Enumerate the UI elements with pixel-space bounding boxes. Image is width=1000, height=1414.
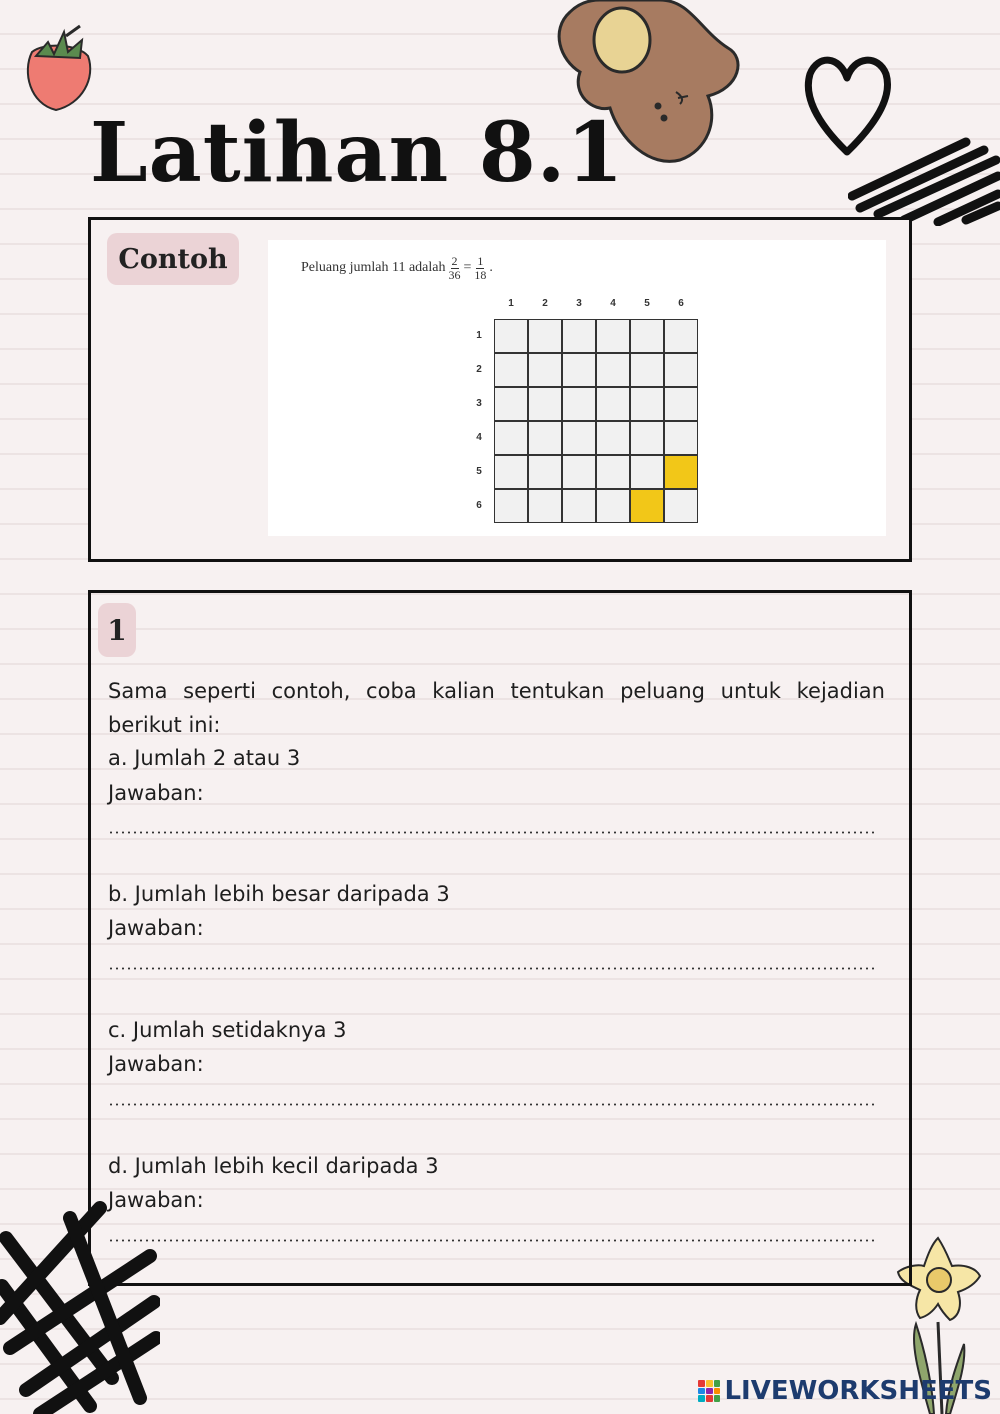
grid-cell-3-2: [528, 387, 562, 421]
grid-cell-4-3: [562, 421, 596, 455]
grid-cell-6-2: [528, 489, 562, 523]
grid-cell-3-1: [494, 387, 528, 421]
fraction-one-denominator: 36: [448, 267, 461, 282]
item-b-answer-label: Jawaban:: [108, 916, 204, 940]
grid-cell-6-4: [596, 489, 630, 523]
grid-row-label: 5: [476, 466, 482, 477]
grid-cell-5-4: [596, 455, 630, 489]
grid-cell-4-5: [630, 421, 664, 455]
grid-column-label: 3: [576, 298, 582, 309]
item-b-dotted-line: [108, 967, 878, 970]
item-a-answer-line[interactable]: [108, 810, 878, 834]
fraction-one-numerator: 2: [451, 254, 458, 268]
equals-sign: =: [463, 260, 472, 276]
fraction-one: [449, 255, 461, 281]
item-b-prompt: b. Jumlah lebih besar daripada 3: [108, 882, 450, 906]
item-c-prompt: c. Jumlah setidaknya 3: [108, 1018, 347, 1042]
grid-cell-6-1: [494, 489, 528, 523]
grid-cell-3-4: [596, 387, 630, 421]
grid-row-label: 6: [476, 500, 482, 511]
liveworksheets-logo-icon: [698, 1380, 720, 1402]
grid-cell-1-6: [664, 319, 698, 353]
item-a-dotted-line: [108, 831, 878, 834]
grid-cell-3-6: [664, 387, 698, 421]
example-statement: [301, 255, 493, 281]
strawberry-icon: [18, 22, 106, 114]
question-intro: Sama seperti contoh, coba kalian tentukan peluang untuk kejadian berikut ini:: [108, 679, 885, 737]
grid-cell-1-5: [630, 319, 664, 353]
grid-cell-5-2: [528, 455, 562, 489]
grid-row-label: 1: [476, 330, 482, 341]
item-d-dotted-line: [108, 1239, 878, 1242]
item-c-answer-label: Jawaban:: [108, 1052, 204, 1076]
item-a-prompt: a. Jumlah 2 atau 3: [108, 746, 301, 770]
grid-row-label: 4: [476, 432, 482, 443]
item-d-answer-line[interactable]: [108, 1218, 878, 1242]
grid-cell-6-5: [630, 489, 664, 523]
grid-cell-2-5: [630, 353, 664, 387]
liveworksheets-brand[interactable]: [698, 1376, 992, 1406]
grid-column-label: 5: [644, 298, 650, 309]
grid-column-label: 1: [508, 298, 514, 309]
grid-cell-2-3: [562, 353, 596, 387]
fraction-two-denominator: 18: [474, 267, 487, 282]
question-number-badge: 1: [98, 603, 136, 657]
page-title: Latihan 8.1: [90, 105, 625, 201]
grid-cell-4-4: [596, 421, 630, 455]
grid-column-label: 4: [610, 298, 616, 309]
grid-cell-6-3: [562, 489, 596, 523]
scribble-top-right-icon: [848, 136, 1000, 226]
grid-row-label: 3: [476, 398, 482, 409]
item-a-answer-label: Jawaban:: [108, 781, 204, 805]
item-c-dotted-line: [108, 1103, 878, 1106]
example-badge: Contoh: [107, 233, 239, 285]
example-statement-prefix: Peluang jumlah 11 adalah: [301, 260, 446, 276]
grid-cell-2-1: [494, 353, 528, 387]
grid-column-label: 6: [678, 298, 684, 309]
grid-cell-2-2: [528, 353, 562, 387]
grid-cell-1-4: [596, 319, 630, 353]
item-d-prompt: d. Jumlah lebih kecil daripada 3: [108, 1154, 439, 1178]
fraction-two-numerator: 1: [477, 254, 484, 268]
grid-cell-6-6: [664, 489, 698, 523]
item-b-answer-line[interactable]: [108, 946, 878, 970]
grid-cell-4-6: [664, 421, 698, 455]
grid-cell-5-3: [562, 455, 596, 489]
grid-cell-1-2: [528, 319, 562, 353]
grid-cell-5-1: [494, 455, 528, 489]
grid-cell-4-1: [494, 421, 528, 455]
grid-cell-2-6: [664, 353, 698, 387]
fraction-two: [474, 255, 486, 281]
grid-row-label: 2: [476, 364, 482, 375]
grid-cell-2-4: [596, 353, 630, 387]
liveworksheets-wordmark: LIVEWORKSHEETS: [724, 1376, 992, 1406]
grid-cell-3-5: [630, 387, 664, 421]
grid-cell-1-3: [562, 319, 596, 353]
dice-outcome-grid: [494, 319, 698, 523]
grid-cell-4-2: [528, 421, 562, 455]
grid-column-label: 2: [542, 298, 548, 309]
grid-cell-5-6: [664, 455, 698, 489]
statement-period: .: [489, 260, 493, 276]
grid-cell-5-5: [630, 455, 664, 489]
item-d-answer-label: Jawaban:: [108, 1188, 204, 1212]
grid-cell-3-3: [562, 387, 596, 421]
grid-cell-1-1: [494, 319, 528, 353]
item-c-answer-line[interactable]: [108, 1082, 878, 1106]
